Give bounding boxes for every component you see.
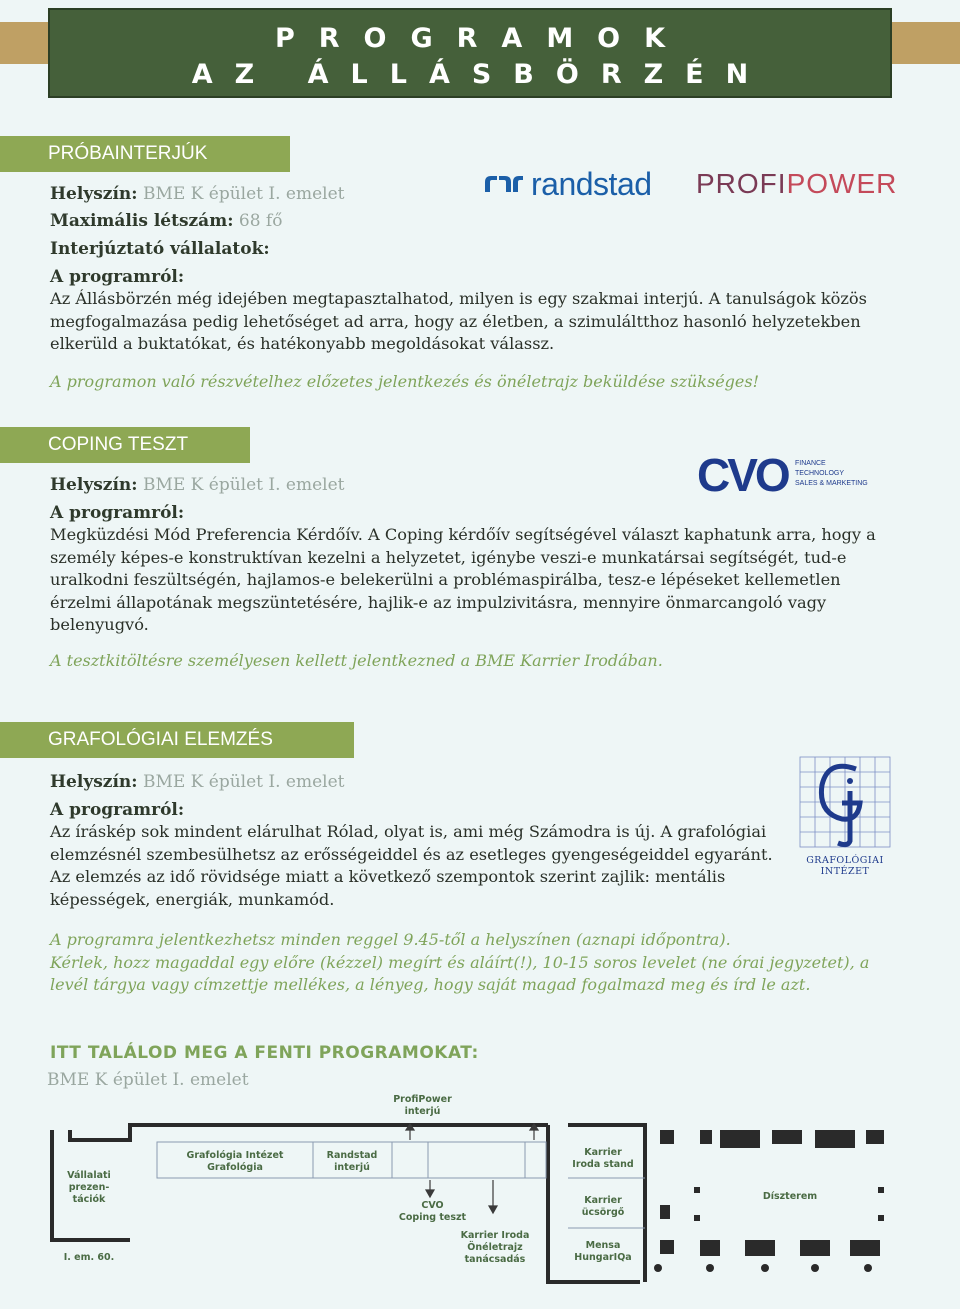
cvo-sub2: TECHNOLOGY [795,470,845,477]
map-label-grafologia: Grafológia Intézet Grafológia [186,1150,284,1173]
s3-about-label: A programról: [50,800,185,820]
header-title-line2: AZ ÁLLÁSBÖRZÉN [191,59,771,90]
map-label-karrier-stand: Karrier Iroda stand [572,1147,634,1170]
location-subtitle: BME K épület I. emelet [47,1070,249,1090]
grafologia-caption-1: GRAFOLÓGIAI [806,855,884,866]
s1-description: Az Állásbörzén még idejében megtapasztalhatod, milyen is egy szakmai interjú. A tanulságok közös megfogalmazása pedig lehetőséget ad arra, hogy az életben, a szimuláltthoz hasonló helyzetekben elkerüld a buktatókat, és hatékonyabb megoldásokat válassz. [50,289,867,353]
header-title-line1: PROGRAMOK [274,23,690,54]
s2-about-label: A programról: [50,503,185,523]
s3-about [50,799,184,821]
s3-location-label: Helyszín: [50,772,138,792]
s1-location-label: Helyszín: [50,184,138,204]
map-label-diszterem: Díszterem [762,1191,818,1202]
profipower-logo [696,168,897,200]
s2-description: Megküzdési Mód Preferencia Kérdőív. A Coping kérdőív segítségével választ kaphatunk arra, hogy a személy képes-e konstruktívan kezelni a helyzetet, igénybe veszi-e munkatársai segítségét, tud-e uralkodni feszültségén, hajlamos-e belekerülni a problémaspirálba, tesz-e lépéseket kellemetlen érzelmi állapotának megszüntetésére, hajlik-e az impulzivitásra, mennyire önmarcangoló vagy belenyugvó. [50,525,876,634]
grafologia-caption-2: INTÉZET [820,866,870,877]
s1-location [50,183,345,205]
grafologia-grid-icon [798,755,892,851]
map-label-vallalati: Vállalati prezen- tációk [67,1170,111,1205]
s3-note-2: Kérlek, hozz magaddal egy előre (kézzel) megírt és aláírt(!), 10-15 soros levelet (ne órai jegyzetet), a [50,953,870,972]
s1-location-value: BME K épület I. emelet [142,184,345,204]
map-label-mensa: Mensa HungarIQa [574,1240,632,1263]
s1-companies [50,238,270,260]
s3-location [50,771,345,793]
s2-about [50,502,184,524]
map-label-profipower: ProfiPower interjú [393,1094,452,1117]
randstad-mark-icon [483,172,525,196]
cvo-sub1: FINANCE [795,460,826,467]
s1-about [50,266,184,288]
map-label-karrier-iroda: Karrier Iroda Önéletrajz tanácsadás [460,1230,530,1265]
s3-note-3: levél tárgya vagy címzettje mellékes, a lényeg, hogy saját magad fogalmazd meg és írd le azt. [50,975,811,994]
s2-location-value: BME K épület I. emelet [142,475,345,495]
section-title-coping-teszt: COPING TESZT [0,427,250,463]
s1-max-value: 68 fő [238,211,283,231]
s1-about-label: A programról: [50,267,185,287]
randstad-logo [483,166,652,202]
s3-note-1: A programra jelentkezhetsz minden reggel 9.45-től a helyszínen (aznapi időpontra). [50,930,731,949]
location-title: ITT TALÁLOD MEG A FENTI PROGRAMOKAT: [50,1043,479,1063]
profipower-logo-power: POWER [786,168,898,199]
cvo-logo-text: CVO [697,449,788,501]
s3-location-value: BME K épület I. emelet [142,772,345,792]
map-label-karrier-ucsorgo: Karrier ücsörgő [581,1195,625,1218]
section-title-probainterjuk: PRÓBAINTERJÚK [0,136,290,172]
s1-max [50,210,282,232]
s1-companies-label: Interjúztató vállalatok: [50,239,270,259]
map-label-room: I. em. 60. [63,1252,115,1263]
cvo-sub3: SALES & MARKETING [795,480,868,487]
s3-description: Az íráskép sok mindent elárulhat Rólad, olyat is, ami még Számodra is új. A grafológiai elemzésnél szembesülhetsz az erősségeiddel és az esetleges gyengeségeiddel egyaránt. Az elemzés az idő rövidsége miatt a következő szempontok szerint zajlik: mentális képességek, energiák, munkamód. [50,822,773,909]
s1-note: A programon való részvételhez előzetes jelentkezés és önéletrajz beküldése szükséges! [50,372,760,391]
grafologiai-intezet-logo [798,755,892,877]
map-label-randstad: Randstad interjú [326,1150,378,1173]
s2-note: A tesztkitöltésre személyesen kellett jelentkezned a BME Karrier Irodában. [50,651,663,670]
s2-location [50,474,345,496]
header-banner [48,8,892,98]
s2-location-label: Helyszín: [50,475,138,495]
profipower-logo-profi: PROFI [696,168,787,199]
cvo-logo-subtext [795,459,868,489]
cvo-logo [697,449,868,501]
s1-max-label: Maximális létszám: [50,211,234,231]
randstad-logo-text: randstad [531,165,652,202]
map-label-cvo: CVO Coping teszt [398,1200,467,1223]
section-title-grafologiai-elemzes: GRAFOLÓGIAI ELEMZÉS [0,722,354,758]
